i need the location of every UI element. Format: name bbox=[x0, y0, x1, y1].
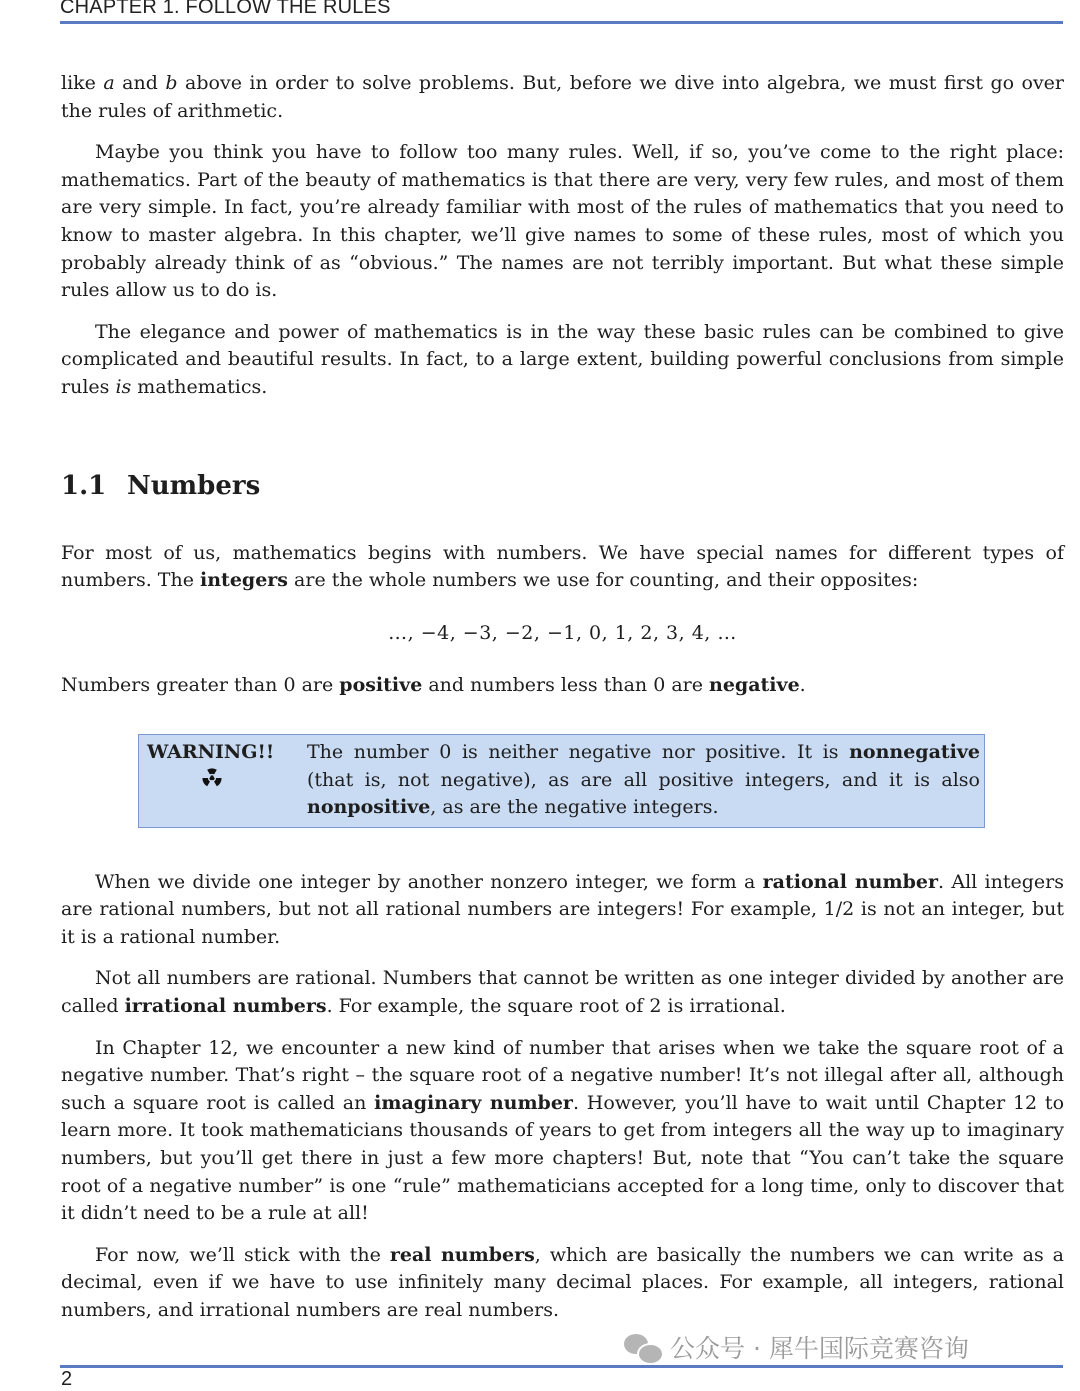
wechat-icon bbox=[624, 1332, 662, 1362]
variable: b bbox=[165, 72, 178, 94]
term: nonpositive bbox=[307, 796, 431, 819]
term: positive bbox=[339, 674, 423, 697]
term: integers bbox=[200, 569, 288, 592]
footer-rule bbox=[60, 1365, 1063, 1368]
warning-label: WARNING!! bbox=[147, 740, 275, 763]
paragraph: In Chapter 12, we encounter a new kind of number that arises when we take the square root of a negative number. That’s right – the square root of a negative number! It’s not illegal after all, although such a square root is called an imaginary number. However, you’ll have to wait until Chapter 12 to learn more. It took mathematicians thousands of years to get from integers all the way up to imaginary numbers, but you’ll get there in just a few more chapters! But, note that “You can’t take the square root of a negative number” is one “rule” mathematicians accepted for a long time, only to discover that it didn’t need to be a rule at all! bbox=[61, 1036, 1065, 1225]
radiation-icon-svg bbox=[201, 767, 223, 789]
watermark-text: 公众号 · 犀牛国际竞赛咨询 bbox=[670, 1334, 969, 1363]
integers-display: …, −4, −3, −2, −1, 0, 1, 2, 3, 4, … bbox=[388, 621, 737, 644]
warning-box bbox=[138, 734, 985, 828]
variable: a bbox=[103, 72, 115, 94]
term: rational number bbox=[762, 870, 938, 893]
paragraph: When we divide one integer by another nonzero integer, we form a rational number. All integers are rational numbers, but not all rational numbers are integers! For example, 1/2 is not an integer, but it is a rational number. bbox=[61, 870, 1064, 948]
page-number: 2 bbox=[61, 1368, 73, 1390]
paragraph: For now, we’ll stick with the real numbers, which are basically the numbers we can write as a decimal, even if we have to use infinitely many decimal places. For example, all integers, rational numbers, and irrational numbers are real numbers. bbox=[61, 1243, 1064, 1321]
paragraph: Not all numbers are rational. Numbers that cannot be written as one integer divided by another are called irrational numbers. For example, the square root of 2 is irrational. bbox=[61, 967, 1064, 1018]
paragraph: For most of us, mathematics begins with numbers. We have special names for different types of numbers. The integers are the whole numbers we use for counting, and their opposites: bbox=[61, 541, 1064, 592]
running-head: CHAPTER 1. FOLLOW THE RULES bbox=[60, 0, 391, 18]
section-title: Numbers bbox=[127, 470, 261, 501]
page-body bbox=[61, 70, 1064, 1325]
term: imaginary number bbox=[374, 1091, 573, 1114]
header-rule bbox=[60, 21, 1063, 24]
section-heading bbox=[61, 470, 1064, 502]
section-number: 1.1 bbox=[61, 470, 107, 501]
radiation-icon bbox=[147, 767, 307, 793]
paragraph: The elegance and power of mathematics is in the way these basic rules can be combined to give complicated and beautiful results. In fact, to a large extent, building powerful conclusions from simple rules is mathematics. bbox=[61, 320, 1064, 398]
term: irrational numbers bbox=[124, 995, 327, 1018]
term: negative bbox=[709, 674, 800, 697]
paragraph: like a and b above in order to solve problems. But, before we dive into algebra, we must first go over the rules of arithmetic. bbox=[61, 72, 1065, 122]
warning-text: The number 0 is neither negative nor positive. It is nonnegative (that is, not negative), as are all positive integers, and it is also nonpositive, as are the negative integers. bbox=[307, 740, 980, 819]
watermark bbox=[624, 1329, 969, 1365]
term: real numbers bbox=[389, 1243, 535, 1266]
paragraph: Maybe you think you have to follow too many rules. Well, if so, you’ve come to the right place: mathematics. Part of the beauty of mathematics is that there are very, very few rules, and most of them are very simple. In fact, you’re already familiar with most of the rules of mathematics that you need to know to master algebra. In this chapter, we’ll give names to some of these rules, most of which you probably already think of as “obvious.” The names are not terribly important. But what these simple rules allow us to do is. bbox=[61, 141, 1064, 302]
warning-label-block bbox=[147, 739, 307, 822]
paragraph: Numbers greater than 0 are positive and numbers less than 0 are negative. bbox=[61, 674, 806, 697]
term: nonnegative bbox=[849, 740, 980, 763]
emphasis: is bbox=[115, 375, 132, 398]
